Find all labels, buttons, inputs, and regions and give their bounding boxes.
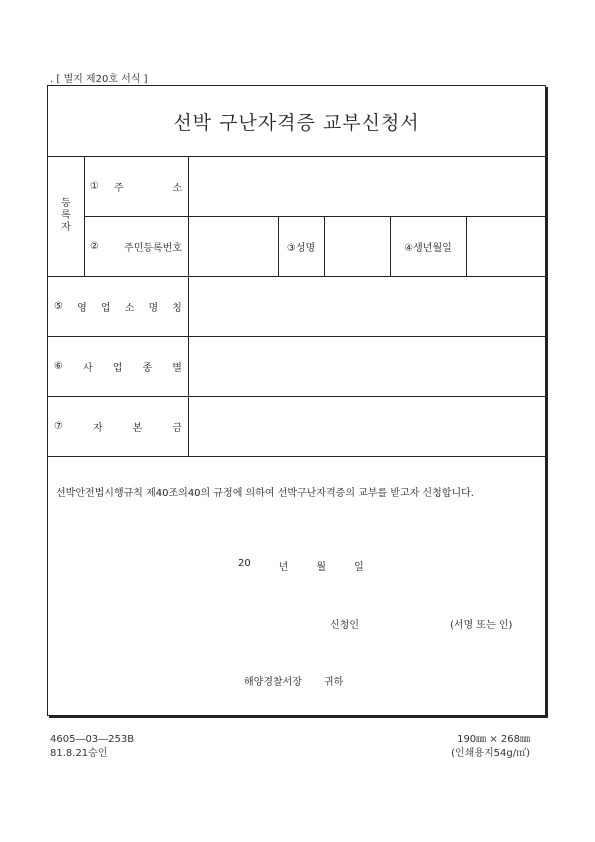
id-number-label: ② 주민등록번호 <box>90 240 182 254</box>
paper-size: 190㎜ × 268㎜ <box>457 734 530 745</box>
business-type-label: ⑥ 사 업 종 별 <box>54 360 182 374</box>
title-row <box>48 86 545 157</box>
footer-right <box>420 733 530 761</box>
approval-date: 81.8.21승인 <box>50 748 108 759</box>
capital-field[interactable] <box>188 396 545 456</box>
footer-left <box>50 733 134 761</box>
form-code: 4605―03―253B <box>50 734 135 745</box>
application-date: 20 년 월 일 <box>238 558 364 573</box>
name-field[interactable] <box>324 216 390 276</box>
address-label: ① 주 소 <box>90 180 182 194</box>
business-name-label: ⑤ 영 업 소 명 칭 <box>54 300 182 314</box>
form-number-label: . [ 별지 제20호 서식 ] <box>50 74 148 85</box>
business-name-field[interactable] <box>188 276 545 336</box>
signature-label: (서명 또는 인) <box>450 620 513 631</box>
application-statement: 선박안전법시행규칙 제40조의40의 규정에 의하여 선박구난자격증의 교부를 받고자 신청합니다. <box>56 488 474 499</box>
applicant-label: 신청인 <box>330 620 359 631</box>
business-type-field[interactable] <box>188 336 545 396</box>
application-form <box>47 85 546 716</box>
form-title: 선박 구난자격증 교부신청서 <box>173 111 420 134</box>
name-label: ③성명 <box>286 242 316 254</box>
recipient-line: 해양경찰서장 귀하 <box>244 677 344 688</box>
birth-date-label: ④생년월일 <box>404 242 452 254</box>
address-field[interactable] <box>188 156 545 216</box>
divider <box>48 456 545 457</box>
birth-date-field[interactable] <box>466 216 545 276</box>
paper-weight: (인쇄용지54g/㎡) <box>451 748 530 759</box>
id-number-field[interactable] <box>188 216 278 276</box>
capital-label: ⑦ 자 본 금 <box>54 420 182 434</box>
registrant-group-label: 등 록 자 <box>61 198 71 233</box>
